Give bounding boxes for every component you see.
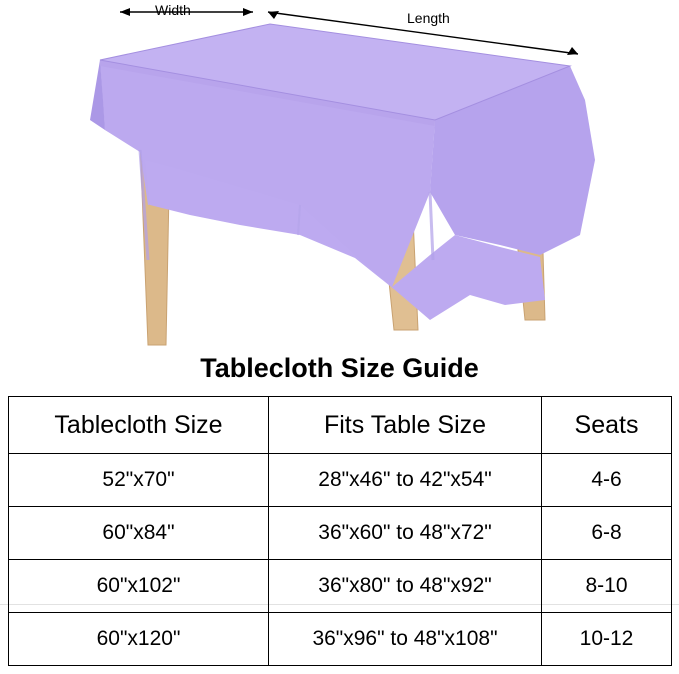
column-header-tablecloth-size: Tablecloth Size [9, 397, 269, 454]
page-title: Tablecloth Size Guide [200, 353, 479, 383]
cell-tablecloth-size: 52"x70" [9, 454, 269, 507]
table-row [9, 613, 672, 666]
cell-fits-table-size: 36"x96" to 48"x108" [269, 613, 542, 666]
column-header-fits-table-size: Fits Table Size [269, 397, 542, 454]
cell-fits-table-size: 28"x46" to 42"x54" [269, 454, 542, 507]
column-header-seats: Seats [542, 397, 672, 454]
cell-seats: 6-8 [542, 507, 672, 560]
cell-tablecloth-size: 60"x84" [9, 507, 269, 560]
table-header-row [9, 397, 672, 454]
length-label: Length [407, 10, 450, 26]
table-row [9, 507, 672, 560]
cell-tablecloth-size: 60"x102" [9, 560, 269, 613]
cell-seats: 8-10 [542, 560, 672, 613]
cell-tablecloth-size: 60"x120" [9, 613, 269, 666]
cell-seats: 4-6 [542, 454, 672, 507]
tablecloth-size-table [8, 396, 672, 666]
table-row [9, 560, 672, 613]
cell-fits-table-size: 36"x60" to 48"x72" [269, 507, 542, 560]
table-row [9, 454, 672, 507]
cell-fits-table-size: 36"x80" to 48"x92" [269, 560, 542, 613]
width-label: Width [155, 2, 191, 18]
cell-seats: 10-12 [542, 613, 672, 666]
